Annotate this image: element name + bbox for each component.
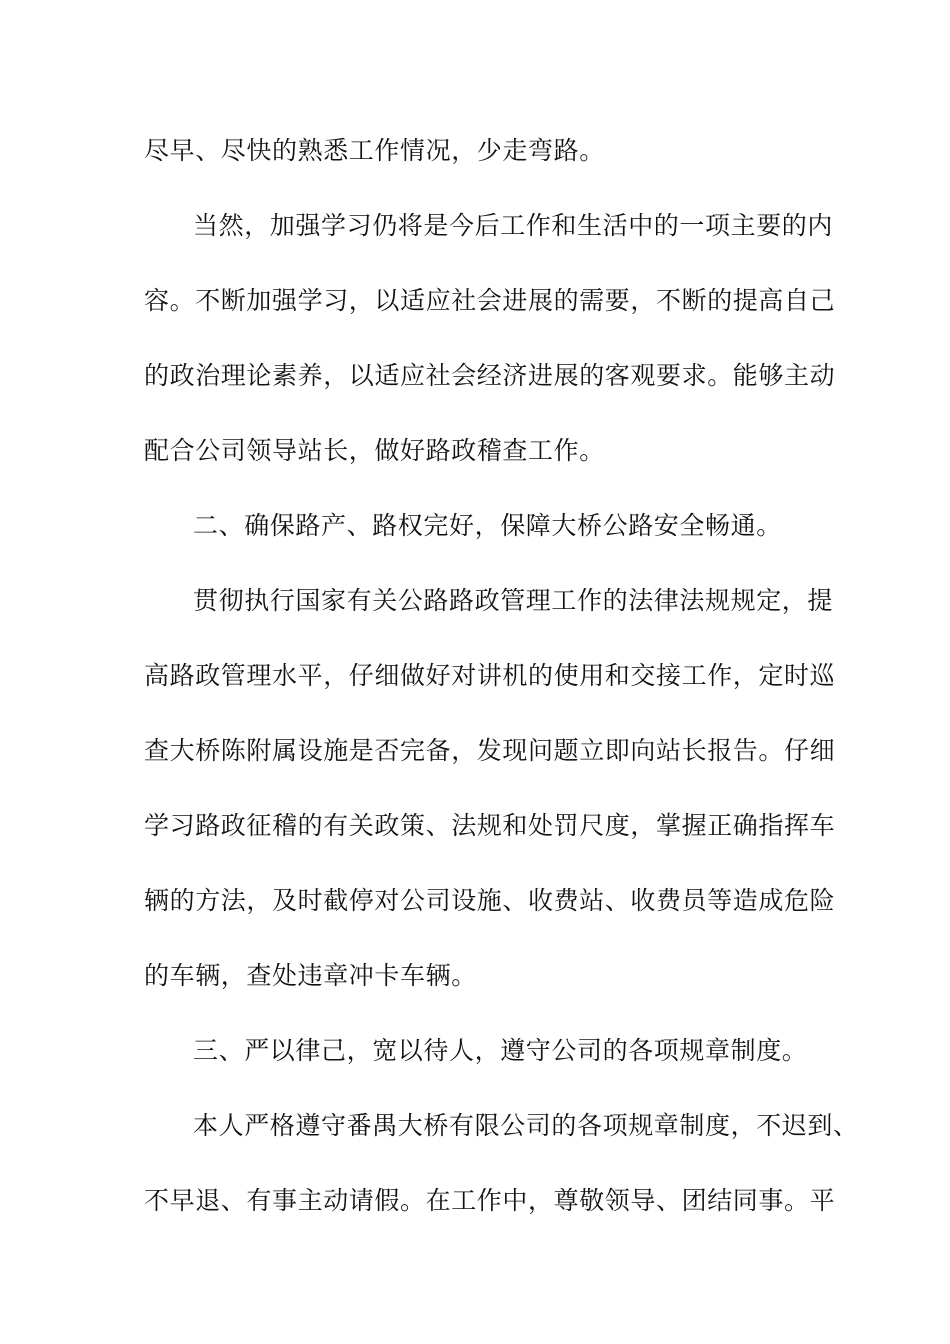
- section-heading: 三、严以律己，宽以待人，遵守公司的各项规章制度。: [193, 1036, 808, 1065]
- text-line: 贯彻执行国家有关公路路政管理工作的法律法规规定，提: [193, 586, 834, 615]
- text-line: 查大桥陈附属设施是否完备，发现问题立即向站长报告。仔细: [144, 736, 836, 765]
- text-line: 尽早、尽快的熟悉工作情况，少走弯路。: [144, 136, 605, 165]
- text-line: 的车辆，查处违章冲卡车辆。: [144, 961, 477, 990]
- section-heading: 二、确保路产、路权完好，保障大桥公路安全畅通。: [193, 511, 782, 540]
- text-line: 不早退、有事主动请假。在工作中，尊敬领导、团结同事。平: [144, 1186, 836, 1215]
- text-line: 学习路政征稽的有关政策、法规和处罚尺度，掌握正确指挥车: [144, 811, 836, 840]
- text-line: 当然，加强学习仍将是今后工作和生活中的一项主要的内: [193, 211, 834, 240]
- text-line: 高路政管理水平，仔细做好对讲机的使用和交接工作，定时巡: [144, 661, 836, 690]
- text-line: 配合公司领导站长，做好路政稽查工作。: [144, 436, 605, 465]
- text-line: 的政治理论素养，以适应社会经济进展的客观要求。能够主动: [144, 361, 836, 390]
- text-line: 辆的方法，及时截停对公司设施、收费站、收费员等造成危险: [144, 886, 836, 915]
- text-line: 容。不断加强学习，以适应社会进展的需要，不断的提高自己: [144, 286, 836, 315]
- text-line: 本人严格遵守番禺大桥有限公司的各项规章制度，不迟到、: [193, 1111, 859, 1140]
